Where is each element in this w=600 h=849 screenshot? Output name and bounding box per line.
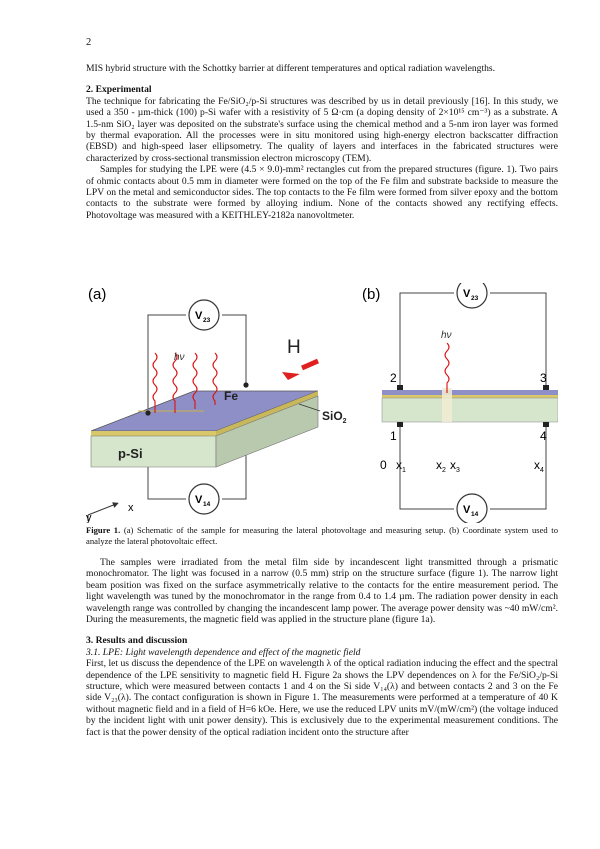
hv-label-a: hν <box>174 352 185 363</box>
svg-text:23: 23 <box>471 295 479 302</box>
section-2-paragraph-2: Samples for studying the LPE were (4.5 × 9.0)-mm² rectangles cut from the prepared structures (figure. 1). Two pairs of ohmic contacts about 0.5 mm in diameter were formed on the top of the Fe film and substrate backside to measure the LPV on the metal and semiconductor sides. The top contacts to the Fe film were formed from silver epoxy and the bottom contacts to the substrate were formed by alloying indium. None of the contacts showed any rectifying effects. Photovoltage was measured with a KEITHLEY-2182a nanovoltmeter. <box>86 164 558 221</box>
svg-text:0: 0 <box>380 458 387 472</box>
svg-text:V: V <box>463 504 471 516</box>
sio2-label: SiO$_2$ <box>322 409 347 425</box>
svg-text:x3: $x_3$ <box>450 458 460 474</box>
fe-label: Fe <box>224 389 239 403</box>
svg-text:x1: $x_1$ <box>396 458 406 474</box>
h-arrow-shaft <box>302 361 318 368</box>
cross-section <box>382 388 558 422</box>
axis-x-label: x <box>128 502 134 514</box>
section-3-1-heading: 3.1. LPE: Light wavelength dependence and effect of the magnetic field <box>86 646 361 658</box>
svg-text:x2: $x_2$ <box>436 458 446 474</box>
contact-label-3: 3 <box>540 371 547 385</box>
caption-text: (a) Schematic of the sample for measuring the lateral photovoltage and measuring setup. (b) Coordinate system used to analyze the lateral photovoltaic effect. <box>86 525 558 546</box>
h-arrow <box>282 372 300 380</box>
contact-pad-1 <box>397 422 403 427</box>
section-3-1-paragraph-1: First, let us discuss the dependence of the LPE on wavelength λ of the optical radiation inducing the effect and the spectral dependence of the LPE sensitivity to magnetic field H. Figure 2a shows the LPV dependences on λ for the Fe/SiO₂/p-Si structure, which were measured between contacts 1 and 4 on the Si side V₁₄(λ) and between contacts 2 and 3 on the Fe side V₂₃(λ). The contact configuration is shown in Figure 1. The measurements were performed at a temperature of 40 K without magnetic field and in a field of H=6 kOe. Here, we use the reduced LPV units mV/(mW/cm²) (the voltage induced by the incident light with unit power density). This is exclusively due to the experimental measurement conditions. The fact is that the power density of the optical radiation incident onto the structure after <box>86 658 558 738</box>
hv-label-b: hν <box>441 330 452 341</box>
caption-label: Figure 1. <box>86 525 121 535</box>
panel-a-label: (a) <box>88 286 107 303</box>
section-2-paragraph-3: The samples were irradiated from the metal film side by incandescent light transmitted through a prismatic monochromator. The light was focused in a narrow (0.5 mm) strip on the structure surface (figure 1). The narrow light beam position was fixed on the surface asymmetrically relative to the contacts for the entire measurement period. The light wavelength was tuned by the monochromator in the range from 0.4 to 1.4 µm. The radiation power density in each wavelength range was controlled by changing the incandescent lamp power. The average power density was ~40 mW/cm². During the measurements, the magnetic field was applied in the structure plane (figure 1a). <box>86 557 558 626</box>
psi-label: p-Si <box>118 446 143 461</box>
voltmeter-v14-b <box>457 494 487 523</box>
contact-pad-3 <box>543 385 549 390</box>
panel-b-label: (b) <box>362 286 381 303</box>
svg-text:23: 23 <box>203 317 211 324</box>
contact-pad-4 <box>543 422 549 427</box>
voltmeter-v14-a <box>189 484 219 514</box>
intro-paragraph: MIS hybrid structure with the Schottky barrier at different temperatures and optical radiation wavelengths. <box>86 63 496 74</box>
figure-caption <box>86 525 558 546</box>
axes-xy <box>88 504 116 521</box>
section-2-heading: 2. Experimental <box>86 84 152 96</box>
svg-text:14: 14 <box>471 511 479 518</box>
svg-text:V: V <box>195 310 203 322</box>
contact-label-2: 2 <box>390 371 397 385</box>
section-3-heading: 3. Results and discussion <box>86 635 188 647</box>
figure-1 <box>86 283 558 523</box>
coordinate-labels <box>380 458 544 474</box>
section-2-paragraph-1: The technique for fabricating the Fe/SiO₂/p-Si structures was described by us in detail previously [16]. In this study, we used a 350 - µm-thick (100) p-Si wafer with a resistivity of 5 Ω·cm (a doping density of 2×10¹⁵ cm⁻³) as a substrate. A 1.5-nm SiO₂ layer was deposited on the substrate's surface using the chemical method and a 5-nm iron layer was formed by thermal evaporation. All the processes were in situ monitored using high-energy electron backscatter diffraction (EBSD) and high-speed laser ellipsometry. The quality of layers and interfaces in the fabricated structures were characterized by cross-sectional transmission electron microscopy (TEM). <box>86 95 558 164</box>
contact-pad-2 <box>397 385 403 390</box>
svg-text:V: V <box>195 494 203 506</box>
svg-text:14: 14 <box>203 501 211 508</box>
body-bottom <box>86 557 558 738</box>
svg-text:V: V <box>463 288 471 300</box>
h-field-label: H <box>287 337 301 358</box>
contact-dot-a1 <box>145 410 150 415</box>
svg-text:x4: $x_4$ <box>534 458 544 474</box>
contact-label-1: 1 <box>390 429 397 443</box>
voltmeter-v23-a <box>189 300 219 330</box>
contact-label-4: 4 <box>540 429 547 443</box>
page-number: 2 <box>86 37 92 48</box>
body-top <box>86 63 558 221</box>
voltmeter-v23-b <box>457 283 487 308</box>
light-ray-b <box>445 343 449 393</box>
contact-dot-a2 <box>243 382 248 387</box>
axis-y-label: y <box>86 512 92 523</box>
